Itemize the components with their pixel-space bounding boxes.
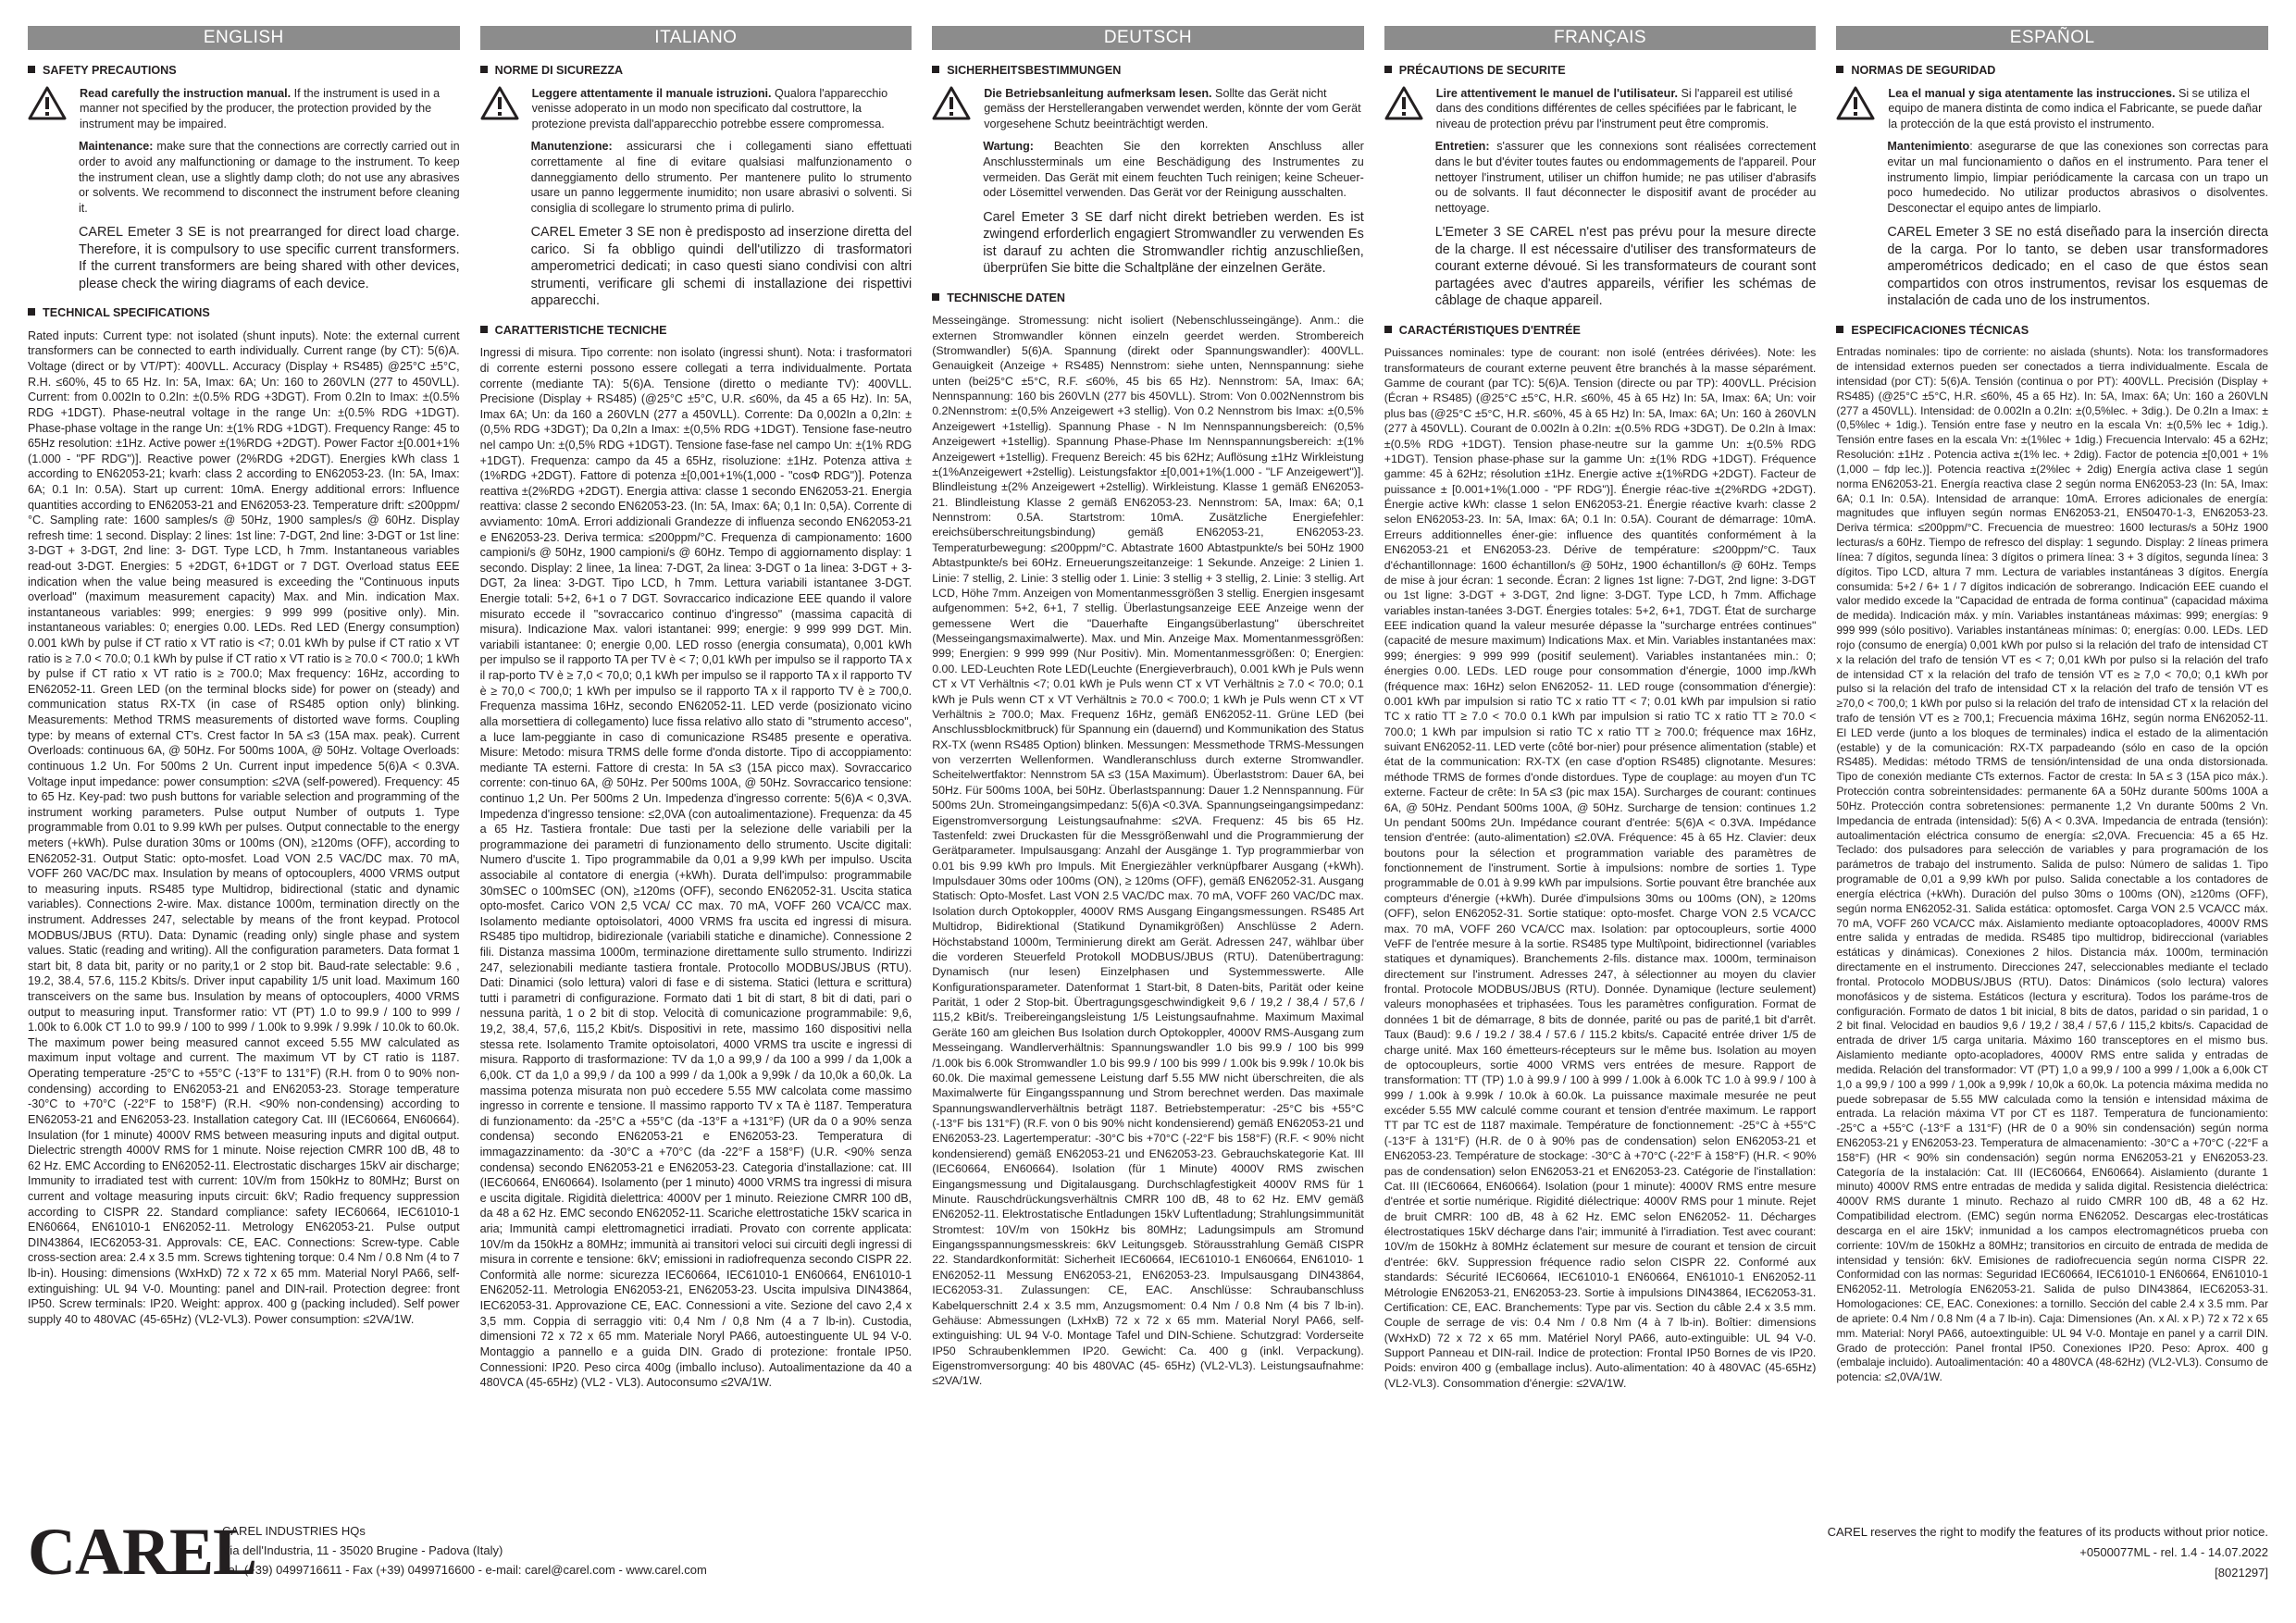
document-ref: [8021297] <box>2215 1566 2268 1580</box>
column-en <box>28 26 460 1405</box>
technical-section-title <box>1836 323 2268 339</box>
language-header: ESPAÑOL <box>1836 26 2268 50</box>
warning-block <box>1836 86 2268 132</box>
warning-rest: Qualora l'apparecchio venisse adoperato in un modo non specificato dal costruttore, la protezione prevista dall'apparecchio potrebbe essere compromessa. <box>531 86 888 130</box>
column-fr <box>1384 26 1817 1405</box>
warning-bold: Die Betriebsanleitung aufmerksam lesen. <box>984 86 1212 100</box>
bullet-square-icon <box>1384 326 1392 333</box>
technical-specifications-text: Ingressi di misura. Tipo corrente: non isolato (ingressi shunt). Nota: i trasformatori di corrente esterni possono essere collegati a terra individualmente. Portata corrente (mediante TA): 5(6)A. Tensione (diretto o mediante TV): 400VLL. Precisione (Display + RS485) (@25°C ±5°C, U.R. ≤60%, da 45 a 65 Hz). In: 5A, Imax 6A; Un: da 160 a 260VLN (277 a 450VLL). Corrente: Da 0,002In a 0,2In: ±(0,5% RDG +3DGT); Da 0,2In a Imax: ±(0,5% RDG +1DGT). Tensione fase-neutro nel campo Un: ±(0,5% RDG +1DGT). Tensione fase-fase nel campo Un: ±(1% RDG +1DGT). Frequenza: campo da 45 a 65Hz, risoluzione: ±1Hz. Potenza attiva ±(1%RDG +2DGT). Fattore di potenza ±[0,001+1%(1,000 - "cosΦ RDG")]. Potenza reattiva ±(2%RDG +2DGT). Energia attiva: classe 1 secondo EN62053-21. Energia reattiva: classe 2 secondo EN62053-23. (In: 5A, Imax: 6A; 0,1 In: 0,5A). Corrente di avviamento: 10mA. Errori addizionali Grandezze di influenza secondo EN62053-21 e EN62053-23. Deriva termica: ≤200ppm/°C. Frequenza di campionamento: 1600 campioni/s @ 50Hz, 1900 campioni/s @ 60Hz. Tempo di aggiornamento display: 1 secondo. Display: 2 linee, 1a linea: 7-DGT, 2a linea: 3-DGT o 1a linea: 3-DGT + 3-DGT, 2a linea: 3-DGT. Tipo LCD, h 7mm. Lettura variabili istantanee 3-DGT. Energie totali: 5+2, 6+1 o 7 DGT. Sovraccarico indicazione EEE quando il valore misurato eccede il "sovraccarico continuo d'ingresso" (massima capacità di misura). Indicazione Max. valori istantanei: 999; energie: 9 999 999 DGT. Min. variabili istantanee: 0; energie 0,00. LED rosso (energia consumata), 0,001 kWh per impulso se il rapporto TA per TV è < 7; 0,01 kWh per impulso se il rapporto TA x il rap-porto TV è ≥ 7,0 < 70,0; 0,1 kWh per impulso se il rapporto TA x il rapporto TV è ≥ 70,0 < 700,0; 1 kWh per impulso se il rapporto TA x il rapporto TV è ≥ 700,0. Frequenza massima 16Hz, secondo EN62052-11. LED verde (posizionato vicino alla morsettiera di collegamento) luce fissa relativo allo stato di "strumento acceso", a luce lam-peggiante in caso di comunicazione RS485 presente e operativa. Misure: Metodo: misura TRMS delle forme d'onda distorte. Tipo di accoppiamento: mediante TA esterni. Fattore di cresta: In 5A ≤3 (15A picco max). Sovraccarico corrente: con-tinuo 6A, @ 50Hz. Per 500ms 100A, @ 50Hz. Sovraccarico tensione: continuo 1,2 Un. Per 500ms 2 Un. Impedenza d'ingresso corrente: 5(6)A < 0,3VA. Impedenza d'ingresso tensione: ≤2,0VA (con autoalimentazione). Frequenza: da 45 a 65 Hz. Tastiera frontale: Due tasti per la selezione delle variabili per la programmazione dei parametri di funzionamento dello strumento. Uscite digitali: Numero d'uscite 1. Tipo programmabile da 0,01 a 9,99 kWh per impulso. Uscita associabile al contatore di energia (+kWh). Durata dell'impulso: programmabile 30mSEC o 100mSEC (ON), ≥120ms (OFF), secondo EN62052-31. Uscita statica opto-mosfet. Carico VON 2,5 VCA/ CC max. 70 mA, VOFF 260 VCA/CC max. Isolamento mediante optoisolatori, 4000 VRMS fra uscita ed ingressi di misura. RS485 tipo multidrop, bidirezionale (variabili statiche e dinamiche). Connessione 2 fili. Distanza massima 1000m, terminazione direttamente sullo strumento. Indirizzi 247, selezionabili mediante tastiera frontale. Protocollo MODBUS/JBUS (RTU). Dati: Dinamici (solo lettura) valori di fase e di sistema. Statici (lettura e scrittura) tutti i parametri di configurazione. Formato dati 1 bit di start, 8 bit di dati, pari o nessuna parità, 1 o 2 bit di stop. Velocità di comunicazione programmabile: 9,6, 19,2, 38,4, 57,6, 115,2 Kbit/s. Dispositivi in rete, massimo 160 dispositivi nella stessa rete. Isolamento Tramite optoisolatori, 4000 VRMS tra uscite e ingressi di misura. Rapporto di trasformazione: TV da 1,0 a 99,9 / da 100 a 999 / da 1,00k a 6,00k. CT da 1,0 a 99,9 / da 100 a 999 / da 1,00k a 9,99k / da 10,0k a 60,0k. La massima potenza misurata non può eccedere 5.55 MW calcolata come massimo ingresso in corrente e tensione. Il massimo rapporto TV x TA è 1187. Temperatura di funzionamento: da -25°C a +55°C (da -13°F a +131°F) (UR da 0 a 90% senza condensa) secondo EN62053-21 e EN62053-23. Temperatura di immagazzinamento: da -30°C a +70°C (da -22°F a 158°F) (U.R. <90% senza condensa) secondo EN62053-21 e EN62053-23. Categoria d'installazione: cat. III (IEC60664, EN60664). Isolamento (per 1 minuto) 4000 VRMS tra ingressi di misura e uscita digitale. Rigidità dielettrica: 4000V per 1 minuto. Reiezione CMRR 100 dB, da 48 a 62 Hz. EMC secondo EN62052-11. Scariche elettrostatiche 15kV scarica in aria; Immunità campi elettromagnetici irradiati. Provato con corrente applicata: 10V/m da 150kHz a 80MHz; immunità ai transitori veloci sui circuiti degli ingressi di misura in corrente e tensione: 6kV; emissioni in radiofrequenza secondo CISPR 22. Conformità alle norme: sicurezza IEC60664, IEC61010-1 EN60664, EN61010-1 EN62052-11. Metrologia EN62053-21, EN62053-23. Uscita impulsiva DIN43864, IEC62053-31. Approvazione CE, EAC. Connessioni a vite. Sezione del cavo 2,4 x 3,5 mm. Coppia di serraggio viti: 0,4 Nm / 0,8 Nm (4 a 7 lb-in). Custodia, dimensioni 72 x 72 x 65 mm. Materiale Noryl PA66, autoestinguente UL 94 V-0. Montaggio a pannello e a guida DIN. Grado di protezione: frontale IP50. Connessioni: IP20. Peso circa 400g (imballo incluso). Autoalimentazione da 40 a 480VCA (45-65Hz) (VL2 - VL3). Autoconsumo ≤2VA/1W. <box>479 346 912 1390</box>
language-header: FRANÇAIS <box>1384 26 1817 50</box>
safety-section-title <box>480 63 912 79</box>
maintenance-bold: Wartung: <box>983 140 1034 154</box>
warning-bold: Read carefully the instruction manual. <box>80 86 292 100</box>
bullet-square-icon <box>932 66 939 73</box>
technical-section-title <box>480 323 912 339</box>
notice-text: CAREL Emeter 3 SE non è predisposto ad inserzione diretta del carico. Si fa obbligo quindi dell'utilizzo di trasformatori amperometrici dedicati; in caso questi siano condivisi con altri strumenti, verificare gli schemi di installazione dei rispettivi apparecchi. <box>530 225 912 309</box>
warning-block <box>932 86 1364 132</box>
technical-title-text: CARACTÉRISTIQUES D'ENTRÉE <box>1398 323 1581 337</box>
column-it <box>480 26 912 1405</box>
maintenance-rest: make sure that the connections are correctly carried out in order to avoid any malfunctioning or damage to the instrument. To keep the instrument clean, use a slightly damp cloth; do not use any abrasives or solvents. We recommend to disconnect the instrument before cleaning it. <box>79 140 460 215</box>
notice-text: CAREL Emeter 3 SE no está diseñado para la inserción directa de la carga. Por lo tanto, se deben usar transformadores amperométricos dedicado; en el caso de que éstos sean compartidos con otros instrumentos, revisar los esquemas de instalación de cada uno de los instrumentos. <box>1887 225 2268 309</box>
maintenance-text <box>1836 139 2268 216</box>
technical-title-text: TECHNICAL SPECIFICATIONS <box>43 306 210 320</box>
warning-triangle-icon <box>480 86 519 120</box>
technical-title-text: TECHNISCHE DATEN <box>947 291 1065 304</box>
carel-logo: CAREL <box>28 1515 257 1589</box>
warning-rest: Si se utiliza el equipo de manera distinta de como indica el Fabricante, se puede dañar la protección de la que está provisto el instrumento. <box>1888 86 2263 130</box>
company-name: CAREL INDUSTRIES HQs <box>222 1524 366 1538</box>
bullet-square-icon <box>1836 66 1843 73</box>
warning-rest: Sollte das Gerät nicht gemäss der Herstellerangaben verwendet werden, könnte der vom Gerät vorgesehene Schutz beeinträchtigt werden. <box>984 86 1361 130</box>
warning-triangle-icon <box>28 86 67 120</box>
warning-block <box>1384 86 1817 132</box>
technical-section-title <box>932 291 1364 306</box>
technical-section-title <box>1384 323 1817 339</box>
warning-triangle-icon <box>932 86 971 120</box>
maintenance-text <box>480 139 912 216</box>
maintenance-rest: : asegurarse de que las conexiones son correctas para evitar un mal funcionamiento o daños en el instrumento. Para tener el instrumento limpio, limpiar periódicamente la carcasa con un trapo un poco humedecido. No utilizar productos abrasivos o disolventes. Desconectar el equipo antes de limpiarlo. <box>1887 140 2268 215</box>
warning-rest: If the instrument is used in a manner not specified by the producer, the protection provided by the instrument may be impaired. <box>80 86 441 130</box>
safety-title-text: PRÉCAUTIONS DE SECURITE <box>1398 64 1566 77</box>
bullet-square-icon <box>1836 326 1843 333</box>
maintenance-text <box>932 139 1364 200</box>
safety-title-text: SICHERHEITSBESTIMMUNGEN <box>947 64 1122 77</box>
warning-bold: Lire attentivement le manuel de l'utilisateur. <box>1435 86 1679 100</box>
bullet-square-icon <box>480 66 488 73</box>
maintenance-rest: assicurarsi che i collegamenti siano effettuati correttamente al fine di evitare qualsiasi malfunzionamento o danneggiamento dello strumento. Per mantenere pulito lo strumento usare un panno leggermente inumidito; non usare abrasivi o solventi. Si consiglia di scollegare lo strumento prima di pulirlo. <box>530 140 912 215</box>
safety-title-text: NORMAS DE SEGURIDAD <box>1851 64 1996 77</box>
notice-text: Carel Emeter 3 SE darf nicht direkt betrieben werden. Es ist zwingend erforderlich engagiert Stromwandler zu verwenden Es ist darauf zu achten die Stromwandler richtig anzuschließen, überprüfen Sie bitte die Schaltpläne der einzelnen Geräte. <box>983 209 1364 277</box>
warning-text <box>1888 86 2268 132</box>
maintenance-bold: Entretien: <box>1434 140 1490 154</box>
technical-specifications-text: Entradas nominales: tipo de corriente: no aislada (shunts). Nota: los transformadores de intensidad externos pueden ser conectados a tierra individualmente. Escala de intensidad (por CT): 5(6)A. Tensión (continua o por PT): 400VLL. Precisión (Display + RS485) (@25°C ±5°C, H.R. ≤60%, 45 a 65 Hz). In: 5A, Imax: 6A; Un: 160 a 260VLN (277 a 450VLL). Intensidad: de 0.002In a 0.2In: ±(0,5%lec. + 3dig.). De 0.2In a Imax: ±(0,5%lec + 1dig.). Tensión entre fase y neutro en la escala Vn: ±(0,5% lec + 1dig.). Tensión entre fases en la escala Vn: ±(1%lec + 1dig.) Frecuencia Intervalo: 45 a 62Hz; Resolución: ±1Hz . Potencia activa ±(1% lec. + 2dig). Factor de potencia ±[0,001 + 1%(1,000 – fdp lec.)]. Potencia reactiva ±(2%lec + 2dig) Energía activa clase 1 según norma EN62053-21. Energía reactiva clase 2 según norma EN62053-23 (In: 5A, Imax: 6A; 0.1 In: 0.5A). Intensidad de arranque: 10mA. Errores adicionales de energía: magnitudes que influyen según normas EN62053-21, EN50470-1-3, EN62053-23. Deriva térmica: ≤200ppm/°C. Frecuencia de muestreo: 1600 lecturas/s a 50Hz 1900 lecturas/s a 60Hz. Tiempo de refresco del display: 1 segundo. Display: 2 líneas primera línea: 7 dígitos, segunda línea: 3 dígitos o primera línea: 3 + 3 dígitos, segunda línea: 3 dígitos. Tipo LCD, altura 7 mm. Lectura de variables instantáneas 3 dígitos. Energía consumida: 5+2 / 6+ 1 / 7 dígitos indicación de sobrerango. Indicación EEE cuando el valor medido excede la "Capacidad de entrada de forma continua" (capacidad máxima de medida). Indicación máx. y mín. Variables instantáneas máximas: 999; energías: 9 999 999 (sólo positivo). Variables instantáneas mínimas: 0; energías: 0.00. LEDs. LED rojo (consumo de energía) 0,001 kWh por pulso si la relación del trafo de intensidad CT x la relación del trafo de tensión VT es < 7; 0,01 kWh por pulso si la relación del trafo de intensidad CT x la relación del trafo de tensión VT es ≥ 7,0 < 70,0; 0,1 kWh por pulso si la relación del trafo de intensidad CT x la relación del trafo de tensión VT es ≥70,0 < 700,0; 1 kWh por pulso si la relación del trafo de intensidad CT x la relación del trafo de tensión VT es ≥ 700,1; Frecuencia máxima 16Hz, según norma EN62052-11. El LED verde (junto a los bloques de terminales) indica el estado de la alimentación (estable) y de la comunicación: RX-TX parpadeando (sólo en caso de la opción RS485). Medidas: método TRMS de tensión/intensidad de una onda distorsionada. Tipo de conexión mediante CTs externos. Factor de cresta: In 5A ≤ 3 (15A pico máx.). Protección contra sobreintensidades: permanente 6A a 50Hz durante 500ms 100A a 50Hz. Protección contra sobretensiones: permanente 1,2 Vn durante 500ms 2 Vn. Impedancia de entrada (intensidad): 5(6) A < 0.3VA. Impedancia de entrada (tensión): autoalimentación eléctrica consumo de energía: ≤2,0VA. Frecuencia: 45 a 65 Hz. Teclado: dos pulsadores para selección de variables y para programación de los parámetros de trabajo del instrumento. Salida de pulso: Número de salidas 1. Tipo programable de 0,01 a 9,99 kWh por pulso. Salida conectable a los contadores de energía eléctrica (+kWh). Duración del pulso 30ms o 100ms (ON), ≥120ms (OFF), según norma EN62052-31. Salida estática: optomosfet. Carga VON 2.5 VCA/CC máx. 70 mA, VOFF 260 VCA/CC máx. Aislamiento mediante optoacopladores, 4000V RMS entre salida y entradas de medida. RS485 tipo multidrop, bidireccional (variables estáticas y dinámicas). Conexiones 2 hilos. Distancia máx. 1000m, terminación directamente en el instrumento. Direcciones 247, seleccionables mediante el teclado frontal. Protocolo MODBUS/JBUS (RTU). Datos: Dinámicos (solo lectura) valores monofásicos y de sistema. Estáticos (lectura y escritura). Todos los paráme-tros de configuración. Formato de datos 1 bit inicial, 8 bits de datos, paridad o sin paridad, 1 o 2 bit final. Velocidad en baudios 9,6 / 19,2 / 38,4 / 57,6 / 115,2 kbits/s. Capacidad de entrada de driver 1/5 carga unitaria. Máximo 160 transceptores en el mismo bus. Aislamiento mediante opto-acopladores, 4000V RMS entre salida y entradas de medida. Relación del transformador: VT (PT) 1,0 a 99,9 / 100 a 999 / 1,00k a 6,00k CT 1,0 a 99,9 / 100 a 999 / 1,00k a 9,99k / 10,0k a 60,0k. La potencia máxima medida no puede sobrepasar de 5.55 MW calculada como la tensión e intensidad máxima de entrada. La relación máxima VT por CT es 1187. Temperatura de funcionamiento: -25°C a +55°C (-13°F a 131°F) (HR de 0 a 90% sin condensación) según norma EN62053-21 y EN62053-23. Temperatura de almacenamiento: -30°C a +70°C (-22°F a 158°F) (HR < 90% sin condensación) según norma EN62053-21 y EN62053-23. Categoría de la instalación: Cat. III (IEC60664, EN60664). Aislamiento (durante 1 minuto) 4000V RMS entre entradas de medida y salida digital. Resistencia dieléctrica: 4000V RMS durante 1 minuto. Rechazo al ruido CMRR 100 dB, 48 a 62 Hz. Compatibilidad electrom. (EMC) según norma EN62052. Descargas elec-trostáticas descarga en el aire 15kV; inmunidad a los campos electromagnéticos prueba con corriente: 10V/m de 150kHz a 80MHz; transitorios en circuito de entrada de medida de intensidad y tensión: 6kV. Emisiones de radiofrecuencia según norma CISPR 22. Conformidad con las normas: Seguridad IEC60664, IEC61010-1 EN60664, EN61010-1 EN62052-11. Metrología EN62053-21. Salida de pulso DIN43864, IEC62053-31. Homologaciones: CE, EAC. Conexiones: a tornillo. Sección del cable 2.4 x 3.5 mm. Par de apriete: 0.4 Nm / 0.8 Nm (4 a 7 lb-in). Caja: Dimensiones (An. x Al. x P.) 72 x 72 x 65 mm. Material: Noryl PA66, autoextinguible: UL 94 V-0. Montaje en panel y a carril DIN. Grado de protección: Panel frontal IP50. Conexiones IP20. Peso: Aprox. 400 g (embalaje incluido). Autoalimentación: 40 a 480VCA (48-62Hz) (VL2-VL3). Consumo de potencia: ≤2,0VA/1W. <box>1836 345 2268 1384</box>
warning-text <box>532 86 912 132</box>
technical-specifications-text: Puissances nominales: type de courant: non isolé (entrées dérivées). Note: les transformateurs de courant externe peuvent être branchés à la masse séparément. Gamme de courant (par TC): 5(6)A. Tension (directe ou par TP): 400VLL. Précision (Écran + RS485) (@25°C ±5°C, H.R. ≤60%, 45 à 65 Hz) In: 5A, Imax: 6A; Un: voir plus bas (@25°C ±5°C, H.R. ≤60%, 45 à 65 Hz) In: 5A, Imax: 6A; Un: 160 à 260VLN (277 à 450VLL). Courant de 0.002In à 0.2In: ±(0.5% RDG +3DGT). De 0.2In à Imax: ±(0.5% RDG +1DGT). Tension phase-neutre sur la gamme Un: ±(0.5% RDG +1DGT). Tension phase-phase sur la gamme Un: ±(1% RDG +1DGT). Fréquence gamme: 45 à 62Hz; résolution ±1Hz. Energie active ±(1%RDG +2DGT). Facteur de puissance ± [0.001+1%(1.000 - "PF RDG")]. Énergie réac-tive ±(2%RDG +2DGT). Énergie active kWh: classe 1 selon EN62053-21. Énergie réactive kvarh: classe 2 selon EN62053-23. In: 5A, Imax: 6A; 0.1 In: 0.5A). Courant de démarrage: 10mA. Erreurs additionnelles éner-gie: influence des quantités conformément à la EN62053-21 et EN62053-23. Dérive de température: ≤200ppm/°C. Taux d'échantillonnage: 1600 échantillon/s @ 50Hz, 1900 échantillon/s @ 60Hz. Temps de mise à jour écran: 1 seconde. Écran: 2 lignes 1st ligne: 7-DGT, 2nd ligne: 3-DGT ou 1st ligne: 3-DGT + 3-DGT, 2nd ligne: 3-DGT. Type LCD, h 7mm. Affichage variables instan-tanées 3-DGT. Énergies totales: 5+2, 6+1, 7DGT. État de surcharge EEE indication quand la valeur mesurée dépasse la "surcharge entrées continues" (capacité de mesure maximum) Indications Max. et Min. Variables instantanées max: 999; énergies: 9 999 999 (positif seulement). Variables instantanées min.: 0; énergies 0.00. LEDs. LED rouge pour consommation d'énergie, 1000 imp./kWh (fréquence max: 16Hz) selon EN62052- 11. LED rouge (consommation d'énergie): 0.001 kWh par impulsion si ratio TC x ratio TT < 7; 0.01 kWh par impulsion si ratio TC x ratio TT ≥ 7.0 < 70.0 0.1 kWh par impulsion si ratio TC x ratio TT ≥ 70.0 < 700.0; 1 kWh par impulsion si ratio TC x ratio TT ≥ 700.0; fréquence max 16Hz, suivant EN62052-11. LED verte (côté bor-nier) pour présence alimentation (stable) et état de la communication: RX-TX (en case d'option RS485) clignotante. Mesures: méthode TRMS de formes d'onde distordues. Type de couplage: au moyen d'un TC externe. Facteur de crête: In 5A ≤3 (pic max 15A). Surcharges de courant: continues 6A, @ 50Hz. Pendant 500ms 100A, @ 50Hz. Surcharge de tension: continues 1.2 Un pendant 500ms 2Un. Impédance courant d'entrée: 5(6)A < 0.3VA. Impédance tension d'entrée: (auto-alimentation) ≤2.0VA. Fréquence: 45 à 65 Hz. Clavier: deux boutons pour la sélection et programmation variable des paramètres de fonctionnement de l'instrument. Sortie à impulsions: nombre de sorties 1. Type programmable de 0.01 à 9.99 kWh par impulsions. Sortie pouvant être branchée aux compteurs d'énergie (+kWh). Durée d'impulsions 30ms ou 100ms (ON), ≥ 120ms (OFF), selon EN62052-31. Sortie statique: opto-mosfet. Charge VON 2.5 VCA/CC max. 70 mA, VOFF 260 VCA/CC max. Isolation: par optocoupleurs, sortie 4000 VeFF de l'entrée mesure à la sortie. RS485 type Multi\point, bidirectionnel (variables statiques et dynamiques). Branchements 2-fils. distance max. 1000m, terminaison directement sur l'instrument. Adresses 247, à sélectionner au moyen du clavier frontal. Protocole MODBUS/JBUS (RTU). Donnée. Dynamique (lecture seulement) valeurs monophasées et triphasées. Tous les paramètres configuration. Format de données 1 bit de démarrage, 8 bits de donnée, parité ou pas de parité,1 bit d'arrêt. Taux (Baud): 9.6 / 19.2 / 38.4 / 57.6 / 115.2 kbits/s. Capacité entrée driver 1/5 de charge unité. Max 160 émetteurs-récepteurs sur le même bus. Isolation au moyen de optocoupleurs, sortie 4000 VRMS vers entrées de mesure. Rapport de transformation: TT (TP) 1.0 à 99.9 / 100 à 999 / 1.00k à 6.00k TC 1.0 à 99.9 / 100 à 999 / 1.00k à 9.99k / 10.0k à 60.0k. La puissance maximale mesurée ne peut excéder 5.55 MW calculé comme courant et tension d'entrée maximum. Le rapport TT par TC est de 1187 maximale. Température de fonctionnement: -25°C à +55°C (-13°F à 131°F) (H.R. de 0 à 90% pas de condensation) selon EN62053-21 et EN62053-23. Température de stockage: -30°C à +70°C (-22°F à 158°F) (H.R. < 90% pas de condensation) selon EN62053-21 et EN62053-23. Catégorie de l'installation: Cat. III (IEC60664, EN60664). Isolation (pour 1 minute): 4000V RMS entre mesure d'entrée et sortie numérique. Rigidité diélectrique: 4000V RMS pour 1 minute. Rejet de bruit CMRR: 100 dB, 48 à 62 Hz. EMC selon EN62052- 11. Décharges électrostatiques 15kV décharge dans l'air; immunité à l'irradiation. Test avec courant: 10V/m de 150kHz à 80MHz éclatement sur mesure de courant et tension de circuit d'entrée: 6kV. Suppression fréquence radio selon CISPR 22. Conformé aux standards: Sécurité IEC60664, IEC61010-1 EN60664, EN61010-1 EN62052-11 Métrologie EN62053-21, EN62053-23. Sortie à impulsions DIN43864, IEC62053-31. Certification: CE, EAC. Branchements: Type par vis. Section du câble 2.4 x 3.5 mm. Couple de serrage de vis: 0.4 Nm / 0.8 Nm (4 à 7 lb-in). Boîtier: dimensions (WxHxD) 72 x 72 x 65 mm. Matériel Noryl PA66, auto-extinguible: UL 94 V-0. Support Panneau et DIN-rail. Indice de protection: Frontal IP50 Bornes de vis IP20. Poids: environ 400 g (emballage inclus). Auto-alimentation: 40 à 480VAC (45-65Hz) (VL2-VL3). Consommation d'énergie: ≤2VA/1W. <box>1384 346 1817 1390</box>
bullet-square-icon <box>28 308 35 316</box>
warning-block <box>28 86 460 132</box>
safety-section-title <box>932 63 1364 79</box>
maintenance-text <box>28 139 460 216</box>
company-address-block <box>222 1522 707 1580</box>
bullet-square-icon <box>932 293 939 301</box>
technical-specifications-text: Messeingänge. Stromessung: nicht isoliert (Nebenschlusseingänge). Anm.: die externen Stromwandler können einzeln geerdet werden. Strombereich (Stromwandler) 5(6)A. Spannung (direkt oder Spannungswandler): 400VLL. Genauigkeit (Anzeige + RS485) Nennstrom: siehe unten, Nennspannung: siehe unten (bei25°C ±5°C, R.F. ≤60%, 45 bis 65 Hz). Nennstrom: 5A, Imax: 6A; Nennspannung: 160 bis 260VLN (277 bis 450VLL). Strom: Von 0.002Nennstrom bis 0.2Nennstrom: ±(0,5% Anzeigewert +3 stellig). Von 0.2 Nennstrom bis Imax: ±(0,5% Anzeigewert +1stellig). Spannung Phase - N Im Nennspannungsbereich: (0,5% Anzeigewert +1stellig). Spannung Phase-Phase Im Nennspannungsbereich: ±(1% Anzeigewert +1stellig). Frequenz Bereich: 45 bis 62Hz; Auflösung ±1Hz Wirkleistung ±(1%Anzeigewert +2stellig). Leistungsfaktor ±[0,001+1%(1.000 - "LF Anzeigewert")]. Blindleistung ±(2% Anzeigewert +2stellig). Wirkleistung. Klasse 1 gemäß EN62053-21. Blindleistung Klasse 2 gemäß EN62053-23. Nennstrom: 5A, Imax: 6A; 0,1 Nennstrom: 0.5A. Startstrom: 10mA. Zusätzliche Energiefehler: ereichsüberschreitungsbindung) gemäß EN62053-21, EN62053-23. Temperaturbewegung: ≤200ppm/°C. Abtastrate 1600 Abtastpunkte/s bei 50Hz 1900 Abtastpunkte/s bei 60Hz. Erneuerungszeitanzeige: 1 Sekunde. Anzeige: 2 Linien 1. Linie: 7 stellig, 2. Linie: 3 stellig oder 1. Linie: 3 stellig + 3 stellig, 2. Linie: 3 stellig. Art LCD, Höhe 7mm. Anzeigen von Momentanmessgrößen 3 stellig. Energien insgesamt aufgenommen: 5+2, 6+1, 7 stellig. Überlastungsanzeige EEE Anzeige wenn der gemessene Wert die "Dauerhafte Eingangsüberlastung" überschreitet (Messeingangsmaximalwerte). Max. und Min. Anzeige Max. Momentanmessgrößen: 999; Energien: 9 999 999 (Nur Positiv). Min. Momentanmessgrößen: 0; Energien: 0.00. LED-Leuchten Rote LED(Leuchte (Energieverbrauch), 0.001 kWh je Puls wenn CT x VT Verhältnis <7; 0.01 kWh je Puls wenn CT x VT Verhältnis ≥ 7.0 < 70.0; 0.1 kWh je Puls wenn CT x VT Verhältnis ≥ 70.0 < 700.0; 1 kWh je Puls wenn CT x VT Verhältnis ≥ 700.0; Max. Frequenz 16Hz, gemäß EN62052-11. Grüne LED (bei Anschlussblockmitbruck) für Spannung ein (dauernd) und Kommunikation des Status RX-TX (wenn RS485 Option) blinken. Messungen: Messmethode TRMS-Messungen von verzerrten Wellenformen. Wandleranschluss durch externe Stromwandler. Scheitelwertfaktor: Nennstrom 5A ≤3 (15A Maximum). Überlaststrom: Dauer 6A, bei 50Hz. Für 500ms 100A, bei 50Hz. Überlastspannung: Dauer 1.2 Nennspannung. Für 500ms 2Un. Stromeingangsimpedanz: 5(6)A <0.3VA. Spannungseingangsimpedanz: Eigenstromversorgung Leistungsaufnahme: ≤2VA. Frequenz: 45 bis 65 Hz. Tastenfeld: zwei Druckasten für die Messgrößenwahl und die Programmierung der Gerätparameter. Impulsausgang: Anzahl der Ausgänge 1. Typ programmierbar von 0.01 bis 9.99 kWh pro Impuls. Mit Energiezähler verknüpfbarer Ausgang (+kWh). Impulsdauer 30ms oder 100ms (ON), ≥ 120ms (OFF), gemäß EN62052-31. Ausgang Statisch: Opto-Mosfet. Last VON 2.5 VAC/DC max. 70 mA, VOFF 260 VAC/DC max. Isolation durch Optokoppler, 4000V RMS Ausgang Eingangsmessungen. RS485 Art Multidrop, Bidirektional (Statikund Dynamikgrößen) Anschlüsse 2 Adern. Höchstabstand 1000m, Terminierung direkt am Gerät. Adressen 247, wählbar über die vorderen Steuerfeld Protokoll MODBUS/JBUS (RTU). Datenübertragung: Dynamisch (nur lesen) Einzelphasen und Systemmesswerte. Alle Konfigurationsparameter. Datenformat 1 Start-bit, 8 Daten-bits, Parität oder keine Parität, 1 oder 2 Stop-bit. Übertragungsgeschwindigkeit 9,6 / 19,2 / 38,4 / 57,6 / 115,2 kBit/s. Treibereingangsleistung 1/5 Leistungsaufnahme. Maximum Maximal Geräte 160 am gleichen Bus Isolation durch Optokoppler, 4000V RMS-Ausgang zum Messeingang. Wandlerverhältnis: Spannungswandler 1.0 bis 99.9 / 100 bis 999 /1.00k bis 6.00k Stromwandler 1.0 bis 99.9 / 100 bis 999 / 1.00k bis 9.99k / 10.0k bis 60.0k. Die maximal gemessene Leistung darf 5.55 MW nicht überschreiten, die als Maximalwerte für Eingangsspannung und Strom berechnet werden. Das maximale Spannungswandlerverhältnis beträgt 1187. Betriebstemperatur: -25°C bis +55°C (-13°F bis 131°F) (R.F. von 0 bis 90% nicht kondensierend) gemäß EN62053-21 und EN62053-23. Lagertemperatur: -30°C bis +70°C (-22°F bis 158°F) (R.F. < 90% nicht kondensierend) gemäß EN62053-21 und EN62053-23. Gebrauchskategorie Kat. III (IEC60664, EN60664). Isolation (für 1 Minute) 4000V RMS zwischen Eingangsmessung und Digitalausgang. Durchschlagfestigkeit 4000V RMS für 1 Minute. Rauschdrückungsverhältnis CMRR 100 dB, 48 to 62 Hz. EMV gemäß EN62052-11. Elektrostatische Entladungen 15kV Luftentladung; Strahlungsimmunität Stromtest: 10V/m von 150kHz bis 80MHz; Ladungsimpuls am Stromund Eingangsspannungsmesskreis: 6kV Leitungsgeb. Störausstrahlung Gemäß CISPR 22. Standardkonformität: Sicherheit IEC60664, IEC61010-1 EN60664, EN61010- 1 EN62052-11 Messung EN62053-21, EN62053-23. Impulsausgang DIN43864, IEC62053-31. Zulassungen: CE, EAC. Anschlüsse: Schraubanschluss Kabelquerschnitt 2.4 x 3.5 mm, Anzugsmoment: 0.4 Nm / 0.8 Nm (4 bis 7 lb-in). Gehäuse: Abmessungen (LxHxB) 72 x 72 x 65 mm. Material Noryl PA66, self-extinguishing: UL 94 V-0. Montage Tafel und DIN-Schiene. Schutzgrad: Vorderseite IP50 Schraubenklemmen IP20. Gewicht: Ca. 400 g (inkl. Verpackung). Eigenstromversorgung: 40 bis 480VAC (45- 65Hz) (VL2-VL3). Leistungsaufnahme: ≤2VA/1W. <box>932 314 1364 1388</box>
safety-section-title <box>1836 63 2268 79</box>
disclaimer-text: CAREL reserves the right to modify the features of its products without prior notice. <box>1827 1525 2268 1539</box>
bullet-square-icon <box>1384 66 1392 73</box>
warning-text <box>1436 86 1817 132</box>
notice-text: L'Emeter 3 SE CAREL n'est pas prévu pour la mesure directe de la charge. Il est nécessaire d'utiliser des transformateurs de courant externe dévoué. Si les transformateurs de courant sont partagées avec d'autres appareils, vérifier les schémas de câblage de chaque appareil. <box>1434 225 1817 309</box>
warning-bold: Lea el manual y siga atentamente las instrucciones. <box>1888 86 2176 100</box>
warning-triangle-icon <box>1384 86 1423 120</box>
bullet-square-icon <box>28 66 35 73</box>
maintenance-bold: Mantenimiento <box>1887 140 1970 154</box>
language-header: DEUTSCH <box>932 26 1364 50</box>
warning-text <box>984 86 1364 132</box>
warning-block <box>480 86 912 132</box>
warning-text <box>80 86 460 132</box>
language-header: ITALIANO <box>480 26 912 50</box>
column-es <box>1836 26 2268 1405</box>
document-info <box>1828 1522 2268 1583</box>
language-header: ENGLISH <box>28 26 460 50</box>
column-de <box>932 26 1364 1405</box>
notice-text: CAREL Emeter 3 SE is not prearranged for direct load charge. Therefore, it is compulsory to use specific current transformers. If the current transformers are being shared with other devices, please check the wiring diagrams of each device. <box>79 225 460 291</box>
safety-section-title <box>1384 63 1817 79</box>
maintenance-bold: Maintenance: <box>79 140 154 154</box>
warning-rest: Si l'appareil est utilisé dans des conditions différentes de celles spécifiées par le fabricant, le niveau de protection prévu par l'instrument peut être compromis. <box>1435 86 1797 130</box>
maintenance-rest: Beachten Sie den korrekten Anschluss aller Anschlussterminals um eine Beschädigung des Instrumentes zu vermeiden. Das Gerät mit einem feuchten Tuch reinigen; keine Scheuer- oder Lösemittel verwenden. Das Gerät vor der Reinigung ausschalten. <box>983 140 1364 200</box>
warning-triangle-icon <box>1836 86 1875 120</box>
safety-section-title <box>28 63 460 79</box>
maintenance-rest: s'assurer que les connexions sont réalisées correctement dans le but d'éviter toutes fautes ou endommagements de l'appareil. Pour nettoyer l'instrument, utiliser un chiffon humide; ne pas utiliser d'abrasifs ou de solvants. Il faut déconnecter le dispositif avant de procéder au nettoyage. <box>1434 140 1817 215</box>
technical-title-text: ESPECIFICACIONES TÉCNICAS <box>1851 323 2029 337</box>
technical-specifications-text: Rated inputs: Current type: not isolated (shunt inputs). Note: the external current transformers can be connected to earth individually. Current range (by CT): 5(6)A. Voltage (direct or by VT/PT): 400VLL. Accuracy (Display + RS485) @25°C ±5°C, R.H. ≤60%, 45 to 65 Hz. In: 5A, Imax: 6A; Un: 160 to 260VLN (277 to 450VLL). Current: from 0.002In to 0.2In: ±(0.5% RDG +3DGT). From 0.2In to Imax: ±(0.5% RDG +1DGT). Phase-neutral voltage in the range Un: ±(0.5% RDG +1DGT). Phase-phase voltage in the range Un: ±(1% RDG +1DGT). Frequency Range: 45 to 65Hz resolution: ±1Hz. Active power ±(1%RDG +2DGT). Power Factor ±[0.001+1%(1.000 - "PF RDG")]. Reactive power (2%RDG +2DGT). Energies kWh class 1 according to EN62053-21; kvarh: class 2 according to EN62053-23. (In: 5A, Imax: 6A; 0.1 In: 0.5A). Start up current: 10mA. Energy additional errors: Influence quantities according to EN62053-21 and EN62053-23. Temperature drift: ≤200ppm/°C. Sampling rate: 1600 samples/s @ 50Hz, 1900 samples/s @ 60Hz. Display refresh time: 1 second. Display: 2 lines: 1st line: 7-DGT, 2nd line: 3-DGT or 1st line: 3-DGT + 3-DGT, 2nd line: 3- DGT. Type LCD, h 7mm. Instantaneous variables read-out 3-DGT. Energies: 5 +2DGT, 6+1DGT or 7 DGT. Overload status EEE indication when the value being measured is exceeding the "Continuous inputs overload" (maximum measurement capacity) Max. and Min. indication Max. instantaneous variables: 999; energies: 9 999 999 (positive only). Min. instantaneous variables: 0; energies 0.00. LEDs. Red LED (Energy consumption) 0.001 kWh by pulse if CT ratio x VT ratio is <7; 0.01 kWh by pulse if CT ratio x VT ratio is ≥ 7.0 < 70.0; 0.1 kWh by pulse if CT ratio x VT ratio is ≥ 70.0 < 700.0; 1 kWh by pulse if CT ratio x VT ratio is ≥ 700.0; Max frequency: 16Hz, according to EN62052-11. Green LED (on the terminal blocks side) for power on (steady) and communication status RX-TX (in case of RS485 option only) blinking. Measurements: Method TRMS measurements of distorted wave forms. Coupling type: by means of external CT's. Crest factor In 5A ≤3 (15A max. peak). Current Overloads: continuous 6A, @ 50Hz. For 500ms 100A, @ 50Hz. Voltage Overloads: continuous 1.2 Un. For 500ms 2 Un. Current input impedence 5(6)A < 0.3VA. Voltage input impedance: power consumption: ≤2VA (self-powered). Frequency: 45 to 65 Hz. Key-pad: two push buttons for variable selection and programming of the instrument working parameters. Pulse output Number of outputs 1. Type programmable from 0.01 to 9.99 kWh per pulses. Output connectable to the energy meters (+kWh). Pulse duration 30ms or 100ms (ON), ≥120ms (OFF), according to EN62052-31. Output Static: opto-mosfet. Load VON 2.5 VAC/DC max. 70 mA, VOFF 260 VAC/DC max. Insulation by means of optocouplers, 4000 VRMS output to measuring inputs. RS485 type Multidrop, bidirectional (static and dynamic variables). Connections 2-wire. Max. distance 1000m, termination directly on the instrument. Addresses 247, selectable by means of the front keypad. Protocol MODBUS/JBUS (RTU). Data: Dynamic (reading only) single phase and system values. Static (reading and writing). All the configuration parameters. Data format 1 start bit, 8 data bit, parity or no parity,1 or 2 stop bit. Baud-rate selectable: 9.6 , 19.2, 38.4, 57.6, 115.2 Kbits/s. Driver input capability 1/5 unit load. Maximum 160 transceivers on the same bus. Insulation by means of optocouplers, 4000 VRMS output to measuring input. Transformer ratio: VT (PT) 1.0 to 99.9 / 100 to 999 / 1.00k to 6.00k CT 1.0 to 99.9 / 100 to 999 / 1.00k to 9.99k / 9.99k / 10.0k to 60.0k. The maximum power being measured cannot exceed 5.55 MW calculated as maximum input voltage and current. The maximum VT by CT ratio is 1187. Operating temperature -25°C to +55°C (-13°F to 131°F) (R.H. from 0 to 90% non-condensing) according to EN62053-21 and EN62053-23. Storage temperature -30°C to +70°C (-22°F to 158°F) (R.H. <90% non-condensing) according to EN62053-21 and EN62053-23. Installation category Cat. III (IEC60664, EN60664). Insulation (for 1 minute) 4000V RMS between measuring inputs and digital output. Dielectric strength 4000V RMS for 1 minute. Noise rejection CMRR 100 dB, 48 to 62 Hz. EMC According to EN62052-11. Electrostatic discharges 15kV air discharge; Immunity to irradiated test with current: 10V/m from 150kHz to 80MHz; Burst on current and voltage measuring inputs circuit: 6kV; Radio frequency suppression according to CISPR 22. Standard compliance: safety IEC60664, IEC61010-1 EN60664, EN61010-1 EN62052-11. Metrology EN62053-21. Pulse output DIN43864, IEC62053-31. Approvals: CE, EAC. Connections: Screw-type. Cable cross-section area: 2.4 x 3.5 mm. Screws tightening torque: 0.4 Nm / 0.8 Nm (4 to 7 lb-in). Housing: dimensions (WxHxD) 72 x 72 x 65 mm. Material Noryl PA66, self-extinguishing: UL 94 V-0. Mounting: panel and DIN-rail. Protection degree: front IP50. Screw terminals: IP20. Weight: approx. 400 g (packing included). Self power supply 40 to 480VAC (45-65Hz) (VL2-VL3). Power consumption: ≤2VA/1W. <box>28 328 460 1326</box>
technical-section-title <box>28 305 460 321</box>
manual-columns <box>28 26 2268 1405</box>
maintenance-text <box>1384 139 1817 216</box>
technical-title-text: CARATTERISTICHE TECNICHE <box>494 323 667 337</box>
safety-title-text: NORME DI SICUREZZA <box>494 64 624 77</box>
company-address: Via dell'Industria, 11 - 35020 Brugine - Padova (Italy) <box>222 1542 503 1557</box>
maintenance-bold: Manutenzione: <box>530 140 613 154</box>
warning-bold: Leggere attentamente il manuale istruzioni. <box>531 86 772 100</box>
company-contacts: Tel. (+39) 0499716611 - Fax (+39) 0499716600 - e-mail: carel@carel.com - www.carel.com <box>222 1562 707 1577</box>
bullet-square-icon <box>480 326 488 333</box>
safety-title-text: SAFETY PRECAUTIONS <box>43 64 177 77</box>
document-code: +0500077ML - rel. 1.4 - 14.07.2022 <box>2079 1545 2268 1560</box>
